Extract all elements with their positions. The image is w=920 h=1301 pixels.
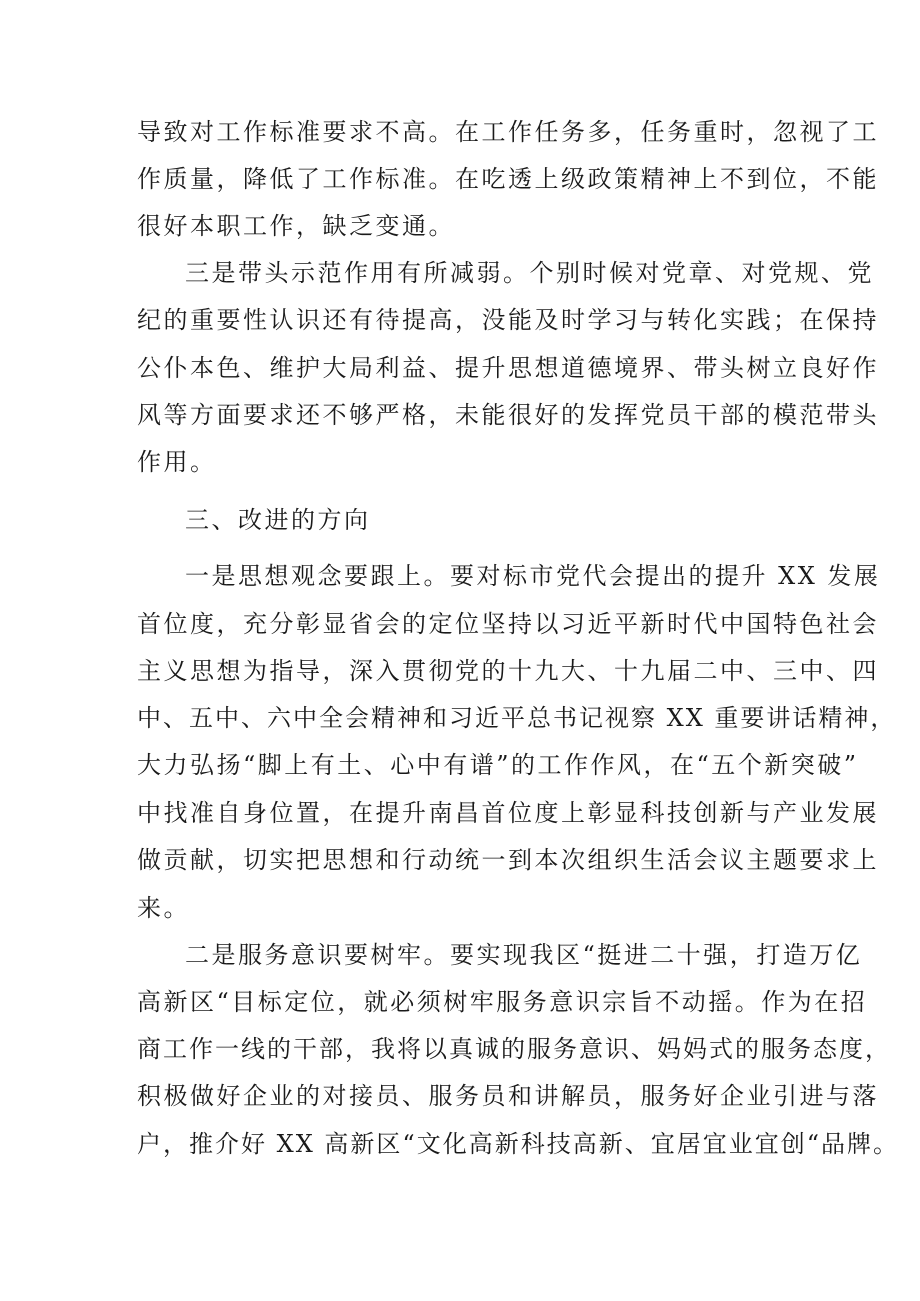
text-line: 高新区“目标定位，就必须树牢服务意识宗旨不动摇。作为在招 [137,988,868,1016]
text-line: 导致对工作标准要求不高。在工作任务多，任务重时，忽视了工 [137,118,879,146]
text-line: 纪的重要性认识还有待提高，没能及时学习与转化实践；在保持 [137,306,879,334]
text-line: 做贡献，切实把思想和行动统一到本次组织生活会议主题要求上 [137,846,879,874]
text-line: 很好本职工作，缺乏变通。 [137,212,455,240]
text-line: 作用。 [137,448,217,476]
paragraph-start-line: 三是带头示范作用有所减弱。个别时候对党章、对党规、党 [185,259,874,287]
section-heading: 三、改进的方向 [185,506,371,534]
text-line: 公仆本色、维护大局利益、提升思想道德境界、带头树立良好作 [137,354,879,382]
paragraph-start-line: 一是思想观念要跟上。要对标市党代会提出的提升 XX 发展 [185,562,881,590]
text-line: 来。 [137,894,190,922]
text-line: 中找准自身位置，在提升南昌首位度上彰显科技创新与产业发展 [137,799,879,827]
text-line: 积极做好企业的对接员、服务员和讲解员，服务好企业引进与落 [137,1082,879,1110]
paragraph-start-line: 二是服务意识要树牢。要实现我区“挺进二十强，打造万亿 [185,941,863,969]
text-line: 风等方面要求还不够严格，未能很好的发挥党员干部的模范带头 [137,401,879,429]
text-line: 大力弘扬“脚上有土、心中有谱”的工作作风，在“五个新突破” [137,751,859,779]
text-line: 作质量，降低了工作标准。在吃透上级政策精神上不到位，不能 [137,165,879,193]
text-line: 主义思想为指导，深入贯彻党的十九大、十九届二中、三中、四 [137,657,879,685]
text-line: 中、五中、六中全会精神和习近平总书记视察 XX 重要讲话精神， [137,704,897,732]
text-line: 商工作一线的干部，我将以真诚的服务意识、妈妈式的服务态度， [137,1035,891,1063]
text-line: 首位度，充分彰显省会的定位坚持以习近平新时代中国特色社会 [137,610,879,638]
text-line: 户，推介好 XX 高新区“文化高新科技高新、宜居宜业宜创“品牌。 [137,1130,899,1158]
